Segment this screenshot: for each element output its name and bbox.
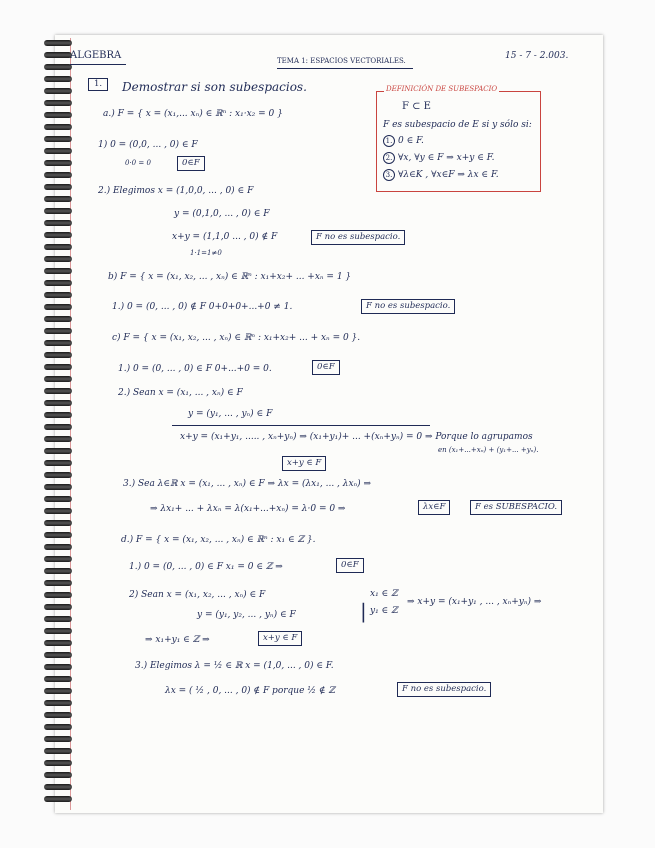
- spiral-ring: [44, 172, 72, 178]
- exercise-statement: Demostrar si son subespacios.: [122, 80, 307, 94]
- definition-title: DEFINICIÓN DE SUBESPACIO: [386, 85, 498, 93]
- spiral-ring: [44, 580, 72, 586]
- spiral-ring: [44, 796, 72, 802]
- spiral-ring: [44, 616, 72, 622]
- spiral-ring: [44, 508, 72, 514]
- spiral-ring: [44, 352, 72, 358]
- part-d-brace: |: [360, 599, 367, 623]
- part-c-conclusion-box: F es SUBESPACIO.: [470, 500, 562, 515]
- part-b-step1: 1.) 0 = (0, ... , 0) ∉ F 0+0+0+...+0 ≠ 1.: [112, 302, 293, 312]
- part-d-step2-line3: ⇒ x₁+y₁ ∈ ℤ ⇒: [145, 635, 210, 645]
- spiral-ring: [44, 772, 72, 778]
- spiral-ring: [44, 268, 72, 274]
- spiral-ring: [44, 280, 72, 286]
- definition-condition-1: 1. 0 ∈ F.: [383, 135, 424, 147]
- spiral-ring: [44, 532, 72, 538]
- spiral-ring: [44, 340, 72, 346]
- spiral-ring: [44, 700, 72, 706]
- spiral-ring: [44, 232, 72, 238]
- spiral-ring: [44, 208, 72, 214]
- spiral-ring: [44, 448, 72, 454]
- part-d-step1: 1.) 0 = (0, ... , 0) ∈ F x₁ = 0 ∈ ℤ ⇒: [129, 562, 283, 572]
- spiral-ring: [44, 640, 72, 646]
- part-c-step1: 1.) 0 = (0, ... , 0) ∈ F 0+...+0 = 0.: [118, 364, 272, 374]
- definition-subset: F ⊂ E: [402, 101, 431, 112]
- spiral-ring: [44, 556, 72, 562]
- spiral-ring: [44, 592, 72, 598]
- part-d-step2-result: ⇒ x+y = (x₁+y₁ , ... , xₙ+yₙ) ⇒: [407, 597, 542, 607]
- part-d-definition: d.) F = { x = (x₁, x₂, ... , xₙ) ∈ ℝⁿ : x₁ ∈ ℤ }.: [121, 535, 316, 545]
- topic-heading: TEMA 1: ESPACIOS VECTORIALES.: [277, 57, 406, 65]
- page-date: 15 - 7 - 2.003.: [505, 51, 569, 61]
- spiral-ring: [44, 136, 72, 142]
- part-b-step1-result-box: F no es subespacio.: [361, 299, 455, 314]
- spiral-ring: [44, 376, 72, 382]
- spiral-ring: [44, 52, 72, 58]
- part-a-step1-calc: 0·0 = 0: [125, 159, 151, 167]
- spiral-ring: [44, 64, 72, 70]
- part-c-separator: [172, 425, 430, 426]
- spiral-ring: [44, 304, 72, 310]
- part-d-brace-line1: x₁ ∈ ℤ: [370, 589, 398, 599]
- spiral-binding: [44, 40, 74, 810]
- subject-heading: ALGEBRA: [70, 50, 122, 61]
- spiral-ring: [44, 472, 72, 478]
- part-c-step2-note: en (x₁+...+xₙ) + (y₁+... +yₙ).: [438, 446, 539, 454]
- spiral-ring: [44, 760, 72, 766]
- spiral-ring: [44, 256, 72, 262]
- part-a-step2-line3: x+y = (1,1,0 ... , 0) ∉ F: [172, 232, 278, 242]
- exercise-number: 1.: [88, 78, 108, 91]
- spiral-ring: [44, 88, 72, 94]
- spiral-ring: [44, 388, 72, 394]
- spiral-ring: [44, 124, 72, 130]
- spiral-ring: [44, 724, 72, 730]
- spiral-ring: [44, 736, 72, 742]
- spiral-ring: [44, 316, 72, 322]
- spiral-ring: [44, 604, 72, 610]
- spiral-ring: [44, 400, 72, 406]
- part-d-step3-line2: λx = ( ½ , 0, ... , 0) ∉ F porque ½ ∉ ℤ: [165, 686, 335, 696]
- part-c-step3-result-box: λx∈F: [418, 500, 450, 515]
- part-a-step2-result-box: F no es subespacio.: [311, 230, 405, 245]
- part-c-step3-line2: ⇒ λx₁+ ... + λxₙ = λ(x₁+...+xₙ) = λ·0 = 0 ⇒: [150, 504, 346, 514]
- topic-underline: [277, 68, 413, 69]
- part-c-definition: c) F = { x = (x₁, x₂, ... , xₙ) ∈ ℝⁿ : x₁+x₂+ ... + xₙ = 0 }.: [112, 333, 361, 343]
- spiral-ring: [44, 628, 72, 634]
- spiral-ring: [44, 484, 72, 490]
- spiral-ring: [44, 100, 72, 106]
- spiral-ring: [44, 328, 72, 334]
- part-a-step2-line1: 2.) Elegimos x = (1,0,0, ... , 0) ∈ F: [98, 186, 254, 196]
- spiral-ring: [44, 784, 72, 790]
- spiral-ring: [44, 424, 72, 430]
- definition-condition-3: 3. ∀λ∈K , ∀x∈F ⇒ λx ∈ F.: [383, 169, 499, 181]
- spiral-ring: [44, 364, 72, 370]
- spiral-ring: [44, 544, 72, 550]
- part-c-step2-line3: x+y = (x₁+y₁, ..... , xₙ+yₙ) ⇒ (x₁+y₁)+ ... +(xₙ+yₙ) = 0 ⇒ Porque lo agrupamos: [180, 432, 533, 442]
- part-a-step2-note: 1·1=1≠0: [190, 249, 222, 257]
- part-c-step3-line1: 3.) Sea λ∈ℝ x = (x₁, ... , xₙ) ∈ F ⇒ λx = (λx₁, ... , λxₙ) ⇒: [123, 479, 372, 489]
- definition-intro: F es subespacio de E si y sólo si:: [383, 120, 532, 130]
- spiral-ring: [44, 220, 72, 226]
- part-c-step1-result-box: 0∈F: [312, 360, 340, 375]
- spiral-ring: [44, 292, 72, 298]
- part-b-definition: b) F = { x = (x₁, x₂, ... , xₙ) ∈ ℝⁿ : x₁+x₂+ ... +xₙ = 1 }: [108, 272, 352, 282]
- spiral-ring: [44, 748, 72, 754]
- part-c-step2-line1: 2.) Sean x = (x₁, ... , xₙ) ∈ F: [118, 388, 243, 398]
- part-d-step1-result-box: 0∈F: [336, 558, 364, 573]
- spiral-ring: [44, 520, 72, 526]
- part-d-step2-line1: 2) Sean x = (x₁, x₂, ... , xₙ) ∈ F: [129, 590, 266, 600]
- part-d-step2-line2: y = (y₁, y₂, ... , yₙ) ∈ F: [197, 610, 296, 620]
- part-d-step3-result-box: F no es subespacio.: [397, 682, 491, 697]
- part-a-step2-line2: y = (0,1,0, ... , 0) ∈ F: [174, 209, 270, 219]
- subject-underline: [70, 64, 126, 65]
- spiral-ring: [44, 460, 72, 466]
- part-c-step2-line2: y = (y₁, ... , yₙ) ∈ F: [188, 409, 273, 419]
- spiral-ring: [44, 244, 72, 250]
- spiral-ring: [44, 112, 72, 118]
- spiral-ring: [44, 184, 72, 190]
- spiral-ring: [44, 148, 72, 154]
- spiral-ring: [44, 412, 72, 418]
- spiral-ring: [44, 76, 72, 82]
- spiral-ring: [44, 676, 72, 682]
- spiral-ring: [44, 688, 72, 694]
- part-d-step2-result-box: x+y ∈ F: [258, 631, 302, 646]
- spiral-ring: [44, 664, 72, 670]
- part-a-definition: a.) F = { x = (x₁,... xₙ) ∈ ℝⁿ : x₁·x₂ = 0 }: [103, 109, 283, 119]
- spiral-ring: [44, 712, 72, 718]
- part-d-step3-line1: 3.) Elegimos λ = ½ ∈ ℝ x = (1,0, ... , 0) ∈ F.: [135, 661, 334, 671]
- spiral-ring: [44, 40, 72, 46]
- part-c-step2-result-box: x+y ∈ F: [282, 456, 326, 471]
- spiral-ring: [44, 436, 72, 442]
- spiral-ring: [44, 568, 72, 574]
- spiral-ring: [44, 496, 72, 502]
- part-a-step1-result-box: 0∈F: [177, 156, 205, 171]
- definition-condition-2: 2. ∀x, ∀y ∈ F ⇒ x+y ∈ F.: [383, 152, 494, 164]
- spiral-ring: [44, 160, 72, 166]
- part-d-brace-line2: y₁ ∈ ℤ: [370, 606, 398, 616]
- spiral-ring: [44, 196, 72, 202]
- part-a-step1: 1) 0 = (0,0, ... , 0) ∈ F: [98, 140, 198, 150]
- spiral-ring: [44, 652, 72, 658]
